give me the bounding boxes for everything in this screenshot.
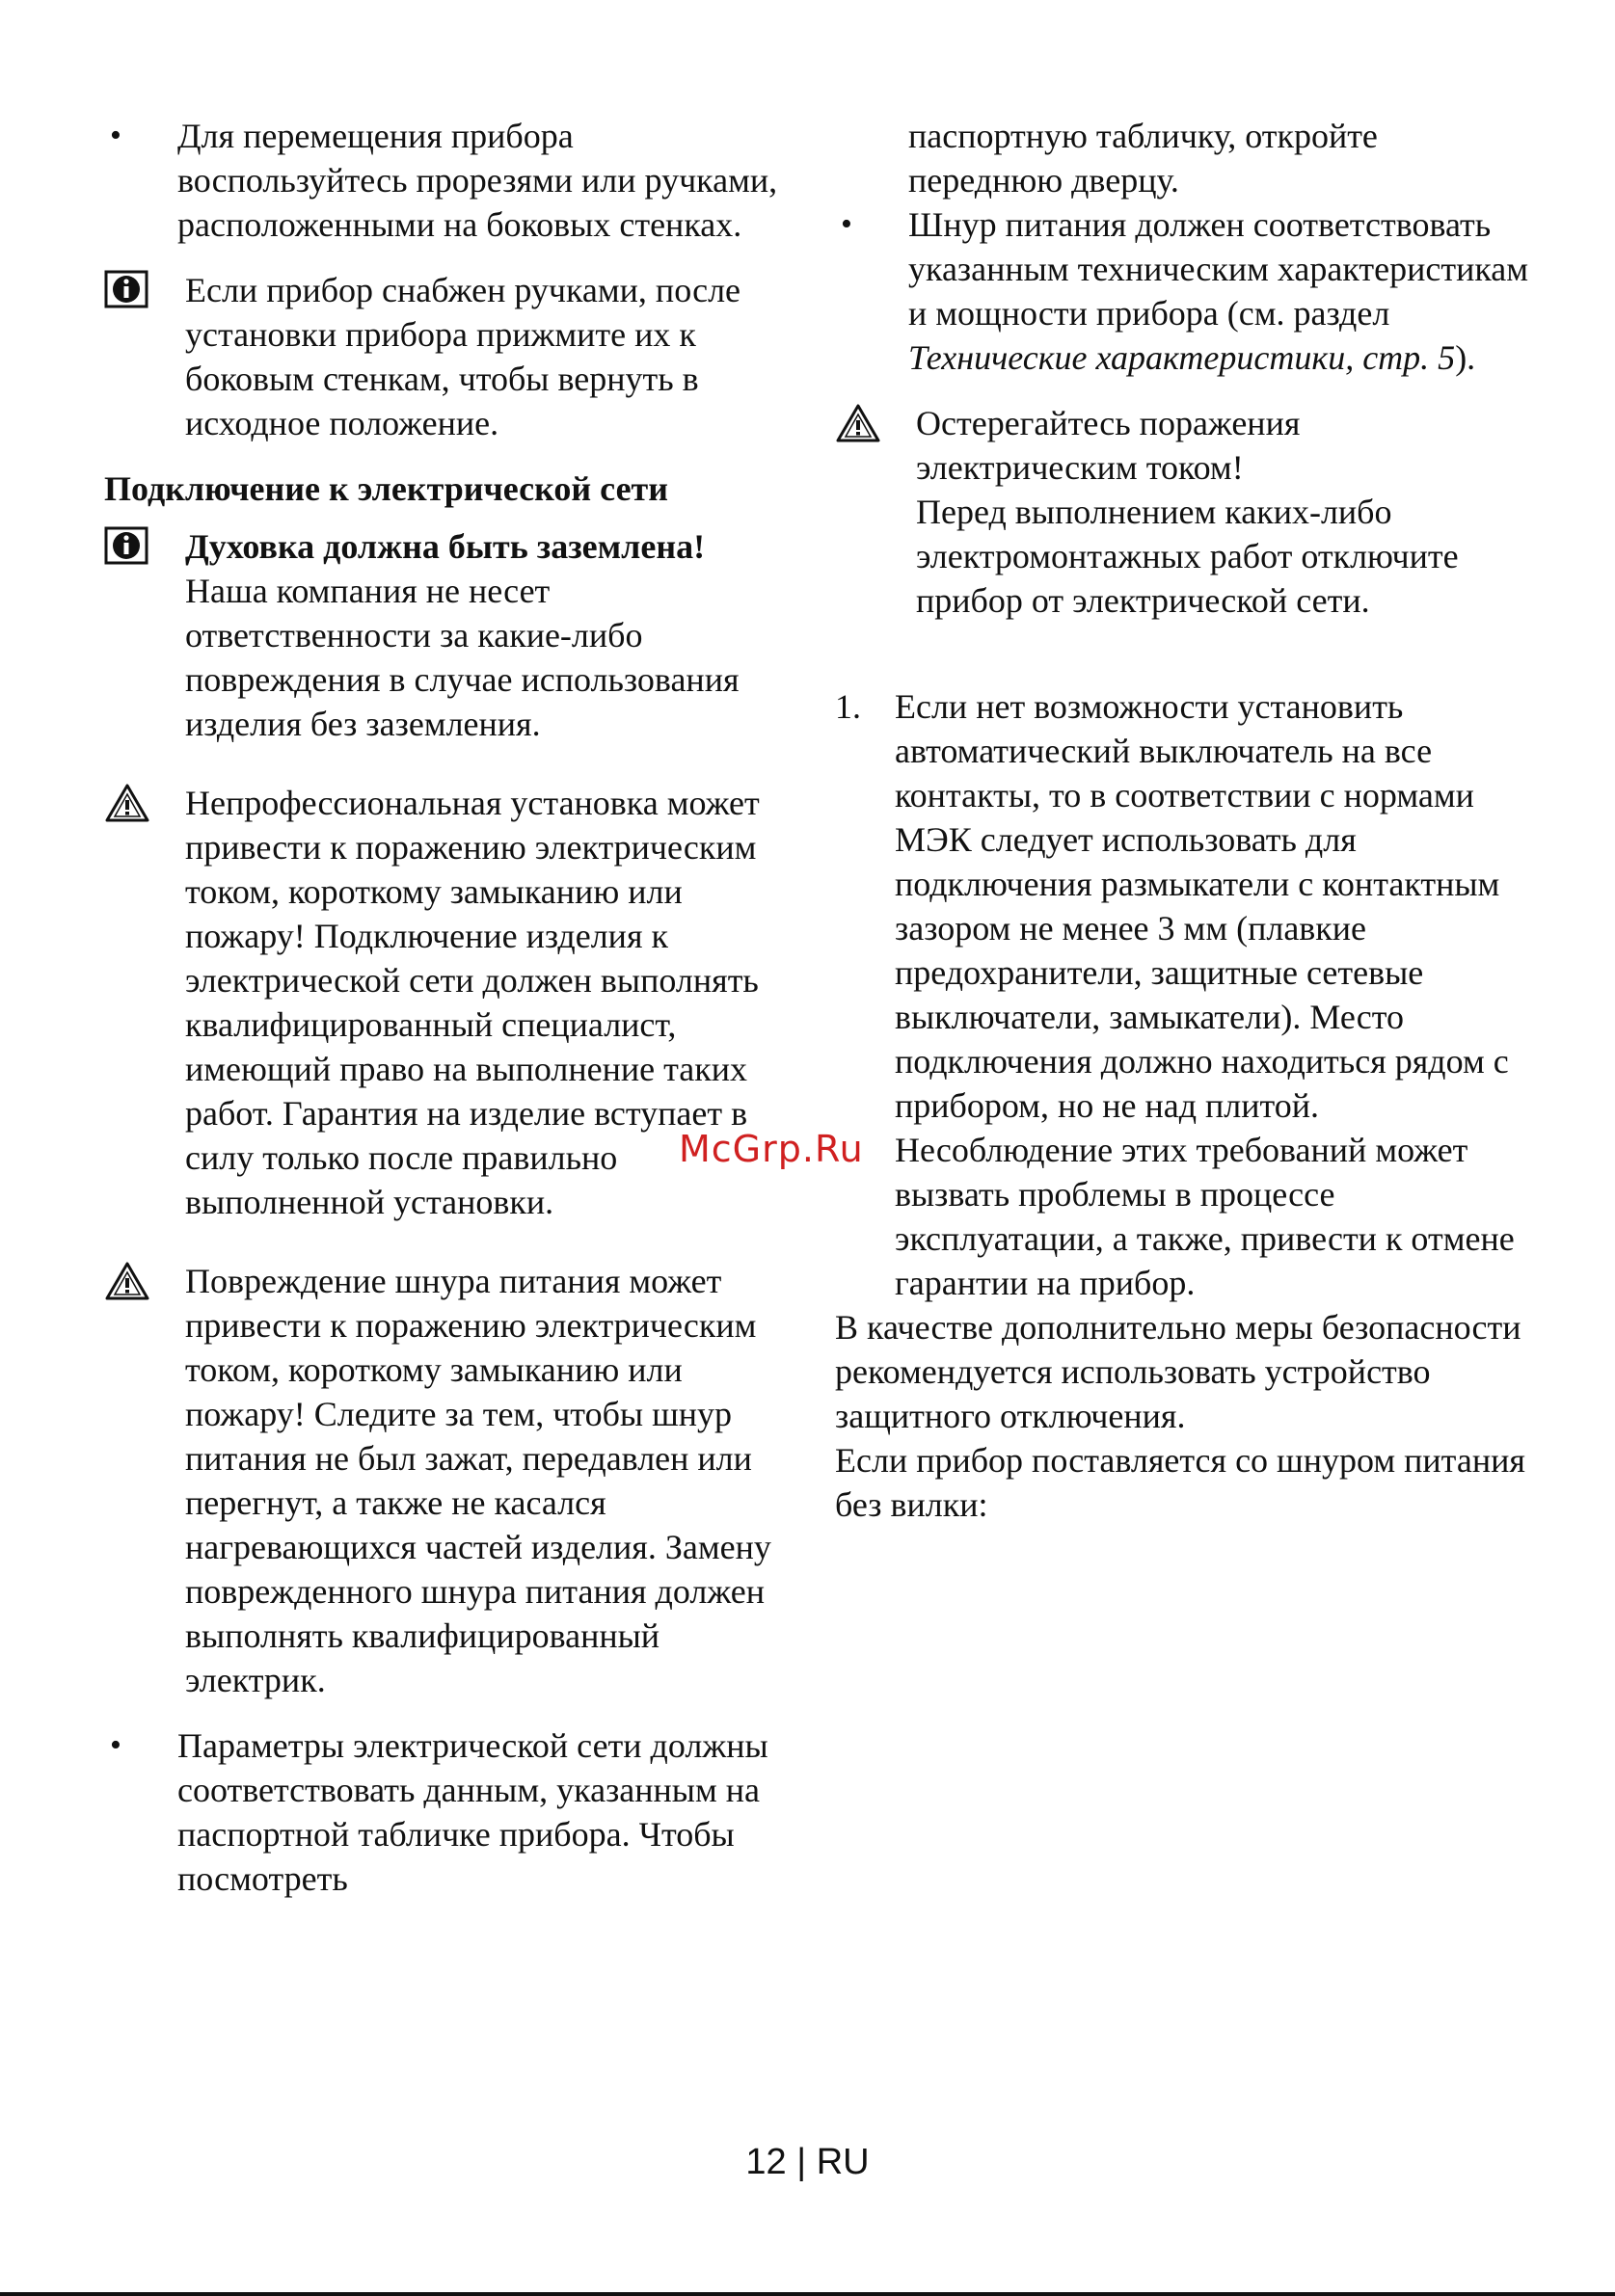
page-footer xyxy=(0,2142,1615,2183)
left-column xyxy=(104,114,789,1901)
page-number: 12 xyxy=(745,2142,787,2182)
grounding-text: Наша компания не несет ответственности за какие-либо повреждения в случае использования изделия без заземления. xyxy=(185,572,740,743)
bullet-item-move xyxy=(104,114,789,247)
bullet-text-end: ). xyxy=(1455,338,1476,377)
info-icon xyxy=(104,526,152,571)
warning-power-cord xyxy=(104,1259,789,1702)
warning-triangle-icon xyxy=(835,403,883,447)
bottom-rule xyxy=(0,2292,1615,2296)
bullet-text: Параметры электрической сети должны соответствовать данным, указанным на паспортной табличке прибора. Чтобы посмотреть xyxy=(177,1726,768,1898)
warning-text: Остерегайтесь поражения электрическим током! xyxy=(916,404,1301,487)
section-heading: Подключение к электрической сети xyxy=(104,469,668,508)
paragraph-rcd: В качестве дополнительно меры безопасности рекомендуется использовать устройство защитного отключения. xyxy=(835,1308,1521,1435)
warning-text: Непрофессиональная установка может привести к поражению электрическим током, короткому замыканию или пожару! Подключение изделия к электрической сети должен выполнять квалифицированный специалист, имеющий право на выполнение таких работ. Гарантия на изделие вступает в силу только после правильно выполненной установки. xyxy=(185,784,760,1221)
continuation-text: паспортную табличку, откройте переднюю дверцу. xyxy=(908,117,1378,200)
paragraph-no-plug: Если прибор поставляется со шнуром питания без вилки: xyxy=(835,1441,1525,1524)
numbered-item-1 xyxy=(835,684,1529,1305)
info-note-grounding xyxy=(104,524,789,746)
info-icon xyxy=(104,270,152,314)
section-reference: Технические характеристики, стр. 5 xyxy=(908,338,1456,377)
warning-triangle-icon xyxy=(104,1261,152,1305)
warning-triangle-icon xyxy=(104,783,152,827)
watermark: McGrp.Ru xyxy=(679,1128,864,1170)
bullet-item-cord xyxy=(835,202,1529,380)
bullet-symbol: • xyxy=(110,1727,121,1763)
info-note-handles xyxy=(104,268,789,445)
bullet-text: Шнур питания должен соответствовать указанным техническим характеристикам и мощности прибора (см. раздел xyxy=(908,205,1529,333)
info-text: Если прибор снабжен ручками, после установки прибора прижмите их к боковым стенкам, чтобы вернуть в исходное положение. xyxy=(185,271,741,442)
bullet-continuation xyxy=(835,114,1529,202)
item-text: Если нет возможности установить автоматический выключатель на все контакты, то в соответствии с нормами МЭК следует использовать для подключения размыкатели с контактным зазором не менее 3 мм (плавкие предохранители, защитные сетевые выключатели, замыкатели). Место подключения должно находиться рядом с прибором, но не над плитой. Несоблюдение этих требований может вызвать проблемы в процессе эксплуатации, а также, привести к отмене гарантии на прибор. xyxy=(895,687,1515,1302)
grounding-warning-title: Духовка должна быть заземлена! xyxy=(185,527,706,566)
language-code: RU xyxy=(816,2142,870,2182)
warning-shock xyxy=(835,401,1529,623)
bullet-text: Для перемещения прибора воспользуйтесь прорезями или ручками, расположенными на боковых стенках. xyxy=(177,117,778,244)
bullet-item-network xyxy=(104,1723,789,1901)
bullet-symbol: • xyxy=(841,206,852,242)
right-column xyxy=(835,114,1529,1527)
footer-separator: | xyxy=(796,2142,807,2182)
item-number: 1. xyxy=(835,687,861,726)
bullet-symbol: • xyxy=(110,118,121,153)
warning-text-2: Перед выполнением каких-либо электромонтажных работ отключите прибор от электрической сети. xyxy=(916,493,1459,620)
warning-text: Повреждение шнура питания может привести к поражению электрическим током, короткому замыканию или пожару! Следите за тем, чтобы шнур питания не был зажат, передавлен или перегнут, а также не касался нагревающихся частей изделия. Замену поврежденного шнура питания должен выполнять квалифицированный электрик. xyxy=(185,1262,771,1699)
